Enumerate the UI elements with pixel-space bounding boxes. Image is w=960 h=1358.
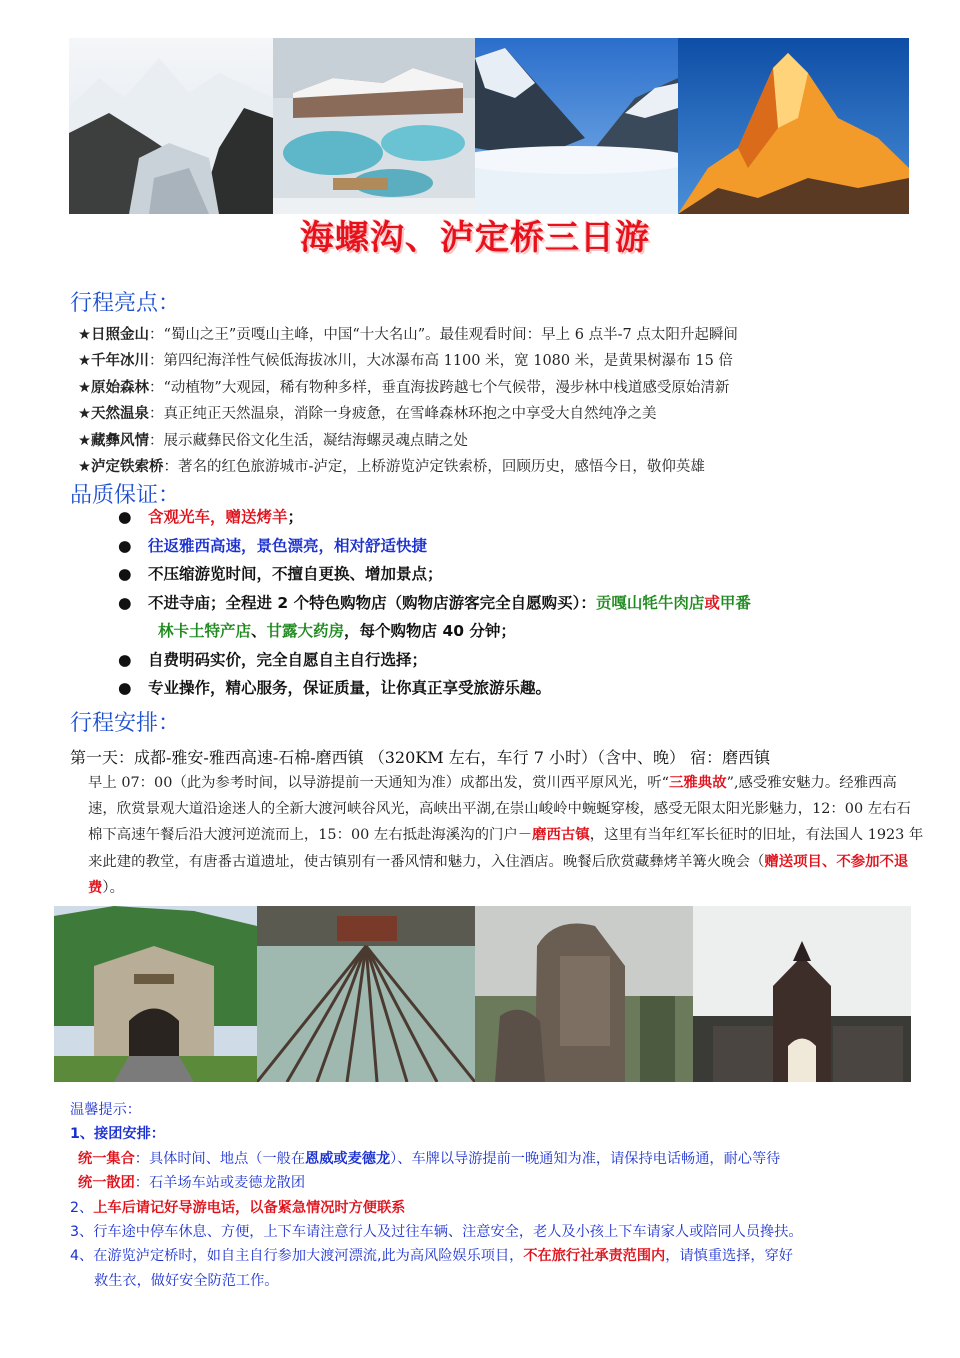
chain-bridge-photo [257,906,475,1082]
hot-spring-photo [273,38,475,214]
tip-3: 3、行车途中停车休息、方便，上下车请注意行人及过往车辆、注意安全，老人及小孩上下车请家人或陪同人员搀扶。 [70,1224,803,1241]
list-item: ● 不进寺庙；全程进 2 个特色购物店（购物店游客完全自愿购买）： 贡嘎山牦牛肉店 或 甲番 [118,589,938,618]
bullet-icon: ● [118,536,132,555]
list-item: ★千年冰川：第四纪海洋性气候低海拔冰川，大冰瀑布高 1100 米，宽 1080 米，是黄果树瀑布 15 倍 [78,353,733,370]
list-item: ● 自费明码实价，完全自愿自主自行选择； [118,646,938,675]
stone-monument-photo [475,906,693,1082]
list-item: 林卡土特产店 、 甘露大药房 ，每个购物店 40 分钟； [158,622,516,640]
quality-list [118,503,938,703]
cloud-valley-photo [475,38,678,214]
page-title: 海螺沟、泸定桥三日游 [300,218,650,258]
bullet-icon: ● [118,593,132,612]
highlights-list [78,322,948,480]
list-item: ● 往返雅西高速，景色漂亮，相对舒适快捷 [118,532,938,561]
bullet-icon: ● [118,650,132,669]
tunnel-gate-photo [54,906,257,1082]
list-item: ★原始森林：“动植物”大观园，稀有物种多样，垂直海拔跨越七个气候带，漫步林中栈道感受原始清新 [78,379,730,396]
tip-1: 1、接团安排： [70,1126,165,1143]
day1-description: 早上 07：00（此为参考时间，以导游提前一天通知为准）成都出发，赏川西平原风光，听“三雅典故”,感受雅安魅力。经雅西高速，欣赏景观大道沿途迷人的全新大渡河峡谷风光，高峡出平湖,在崇山峻岭中蜿蜒穿梭，感受无限太阳光影魅力，12：00 左右石棉下高速午餐后沿大渡河逆流而上，15：00 左右抵赴海溪沟的门户－磨西古镇，这里有当年红军长征时的旧址，有法国人 1923 年来此建的教堂，有唐番古道遗址，使古镇别有一番风情和魅力，入住酒店。晚餐后欣赏藏彝烤羊篝火晚会（赠送项目、不参加不退费）。 [88,774,924,896]
tip-4-cont: 救生衣，做好安全防范工作。 [94,1272,279,1289]
tip-4: 4、在游览泸定桥时，如自主自行参加大渡河漂流,此为高风险娱乐项目，不在旅行社承责范围内，请慎重选择，穿好 [70,1248,793,1265]
tips-section [70,1098,940,1293]
quality-heading: 品质保证： [70,483,181,508]
tips-heading: 温馨提示： [70,1102,141,1118]
church-photo [693,906,911,1082]
list-item: ★泸定铁索桥：著名的红色旅游城市-泸定，上桥游览泸定铁索桥，回顾历史，感悟今日，敬仰英雄 [78,459,705,476]
bullet-icon: ● [118,508,132,526]
tip-1b: 统一散团：石羊场车站或麦德龙散团 [78,1175,306,1192]
day1-heading: 第一天：成都-雅安-雅西高速-石棉-磨西镇 （320KM 左右，车行 7 小时）（含中、晚） 宿：磨西镇 [70,748,771,767]
list-item: ★日照金山：“蜀山之王”贡嘎山主峰，中国“十大名山”。最佳观看时间：早上 6 点半-7 点太阳升起瞬间 [78,327,738,343]
schedule-heading: 行程安排： [70,711,181,736]
golden-peak-photo [678,38,909,214]
bullet-icon: ● [118,679,132,697]
list-item: ● 含观光车，赠送烤羊 ； [118,503,938,532]
list-item: ★天然温泉：真正纯正天然温泉，消除一身疲惫，在雪峰森林环抱之中享受大自然纯净之美 [78,406,657,423]
list-item: ★藏彝风情：展示藏彝民俗文化生活，凝结海螺灵魂点睛之处 [78,432,468,449]
tip-1a: 统一集合：具体时间、地点（一般在恩威或麦德龙）、车牌以导游提前一晚通知为准，请保持电话畅通，耐心等待 [78,1150,781,1167]
glacier-photo [69,38,273,214]
tip-2: 2、上车后请记好导游电话，以备紧急情况时方便联系 [70,1199,406,1216]
bullet-icon: ● [118,565,132,583]
highlights-heading: 行程亮点： [70,291,181,316]
list-item: ● 不压缩游览时间，不擅自更换、增加景点； [118,560,938,589]
list-item: ● 专业操作，精心服务，保证质量，让你真正享受旅游乐趣。 [118,674,938,703]
